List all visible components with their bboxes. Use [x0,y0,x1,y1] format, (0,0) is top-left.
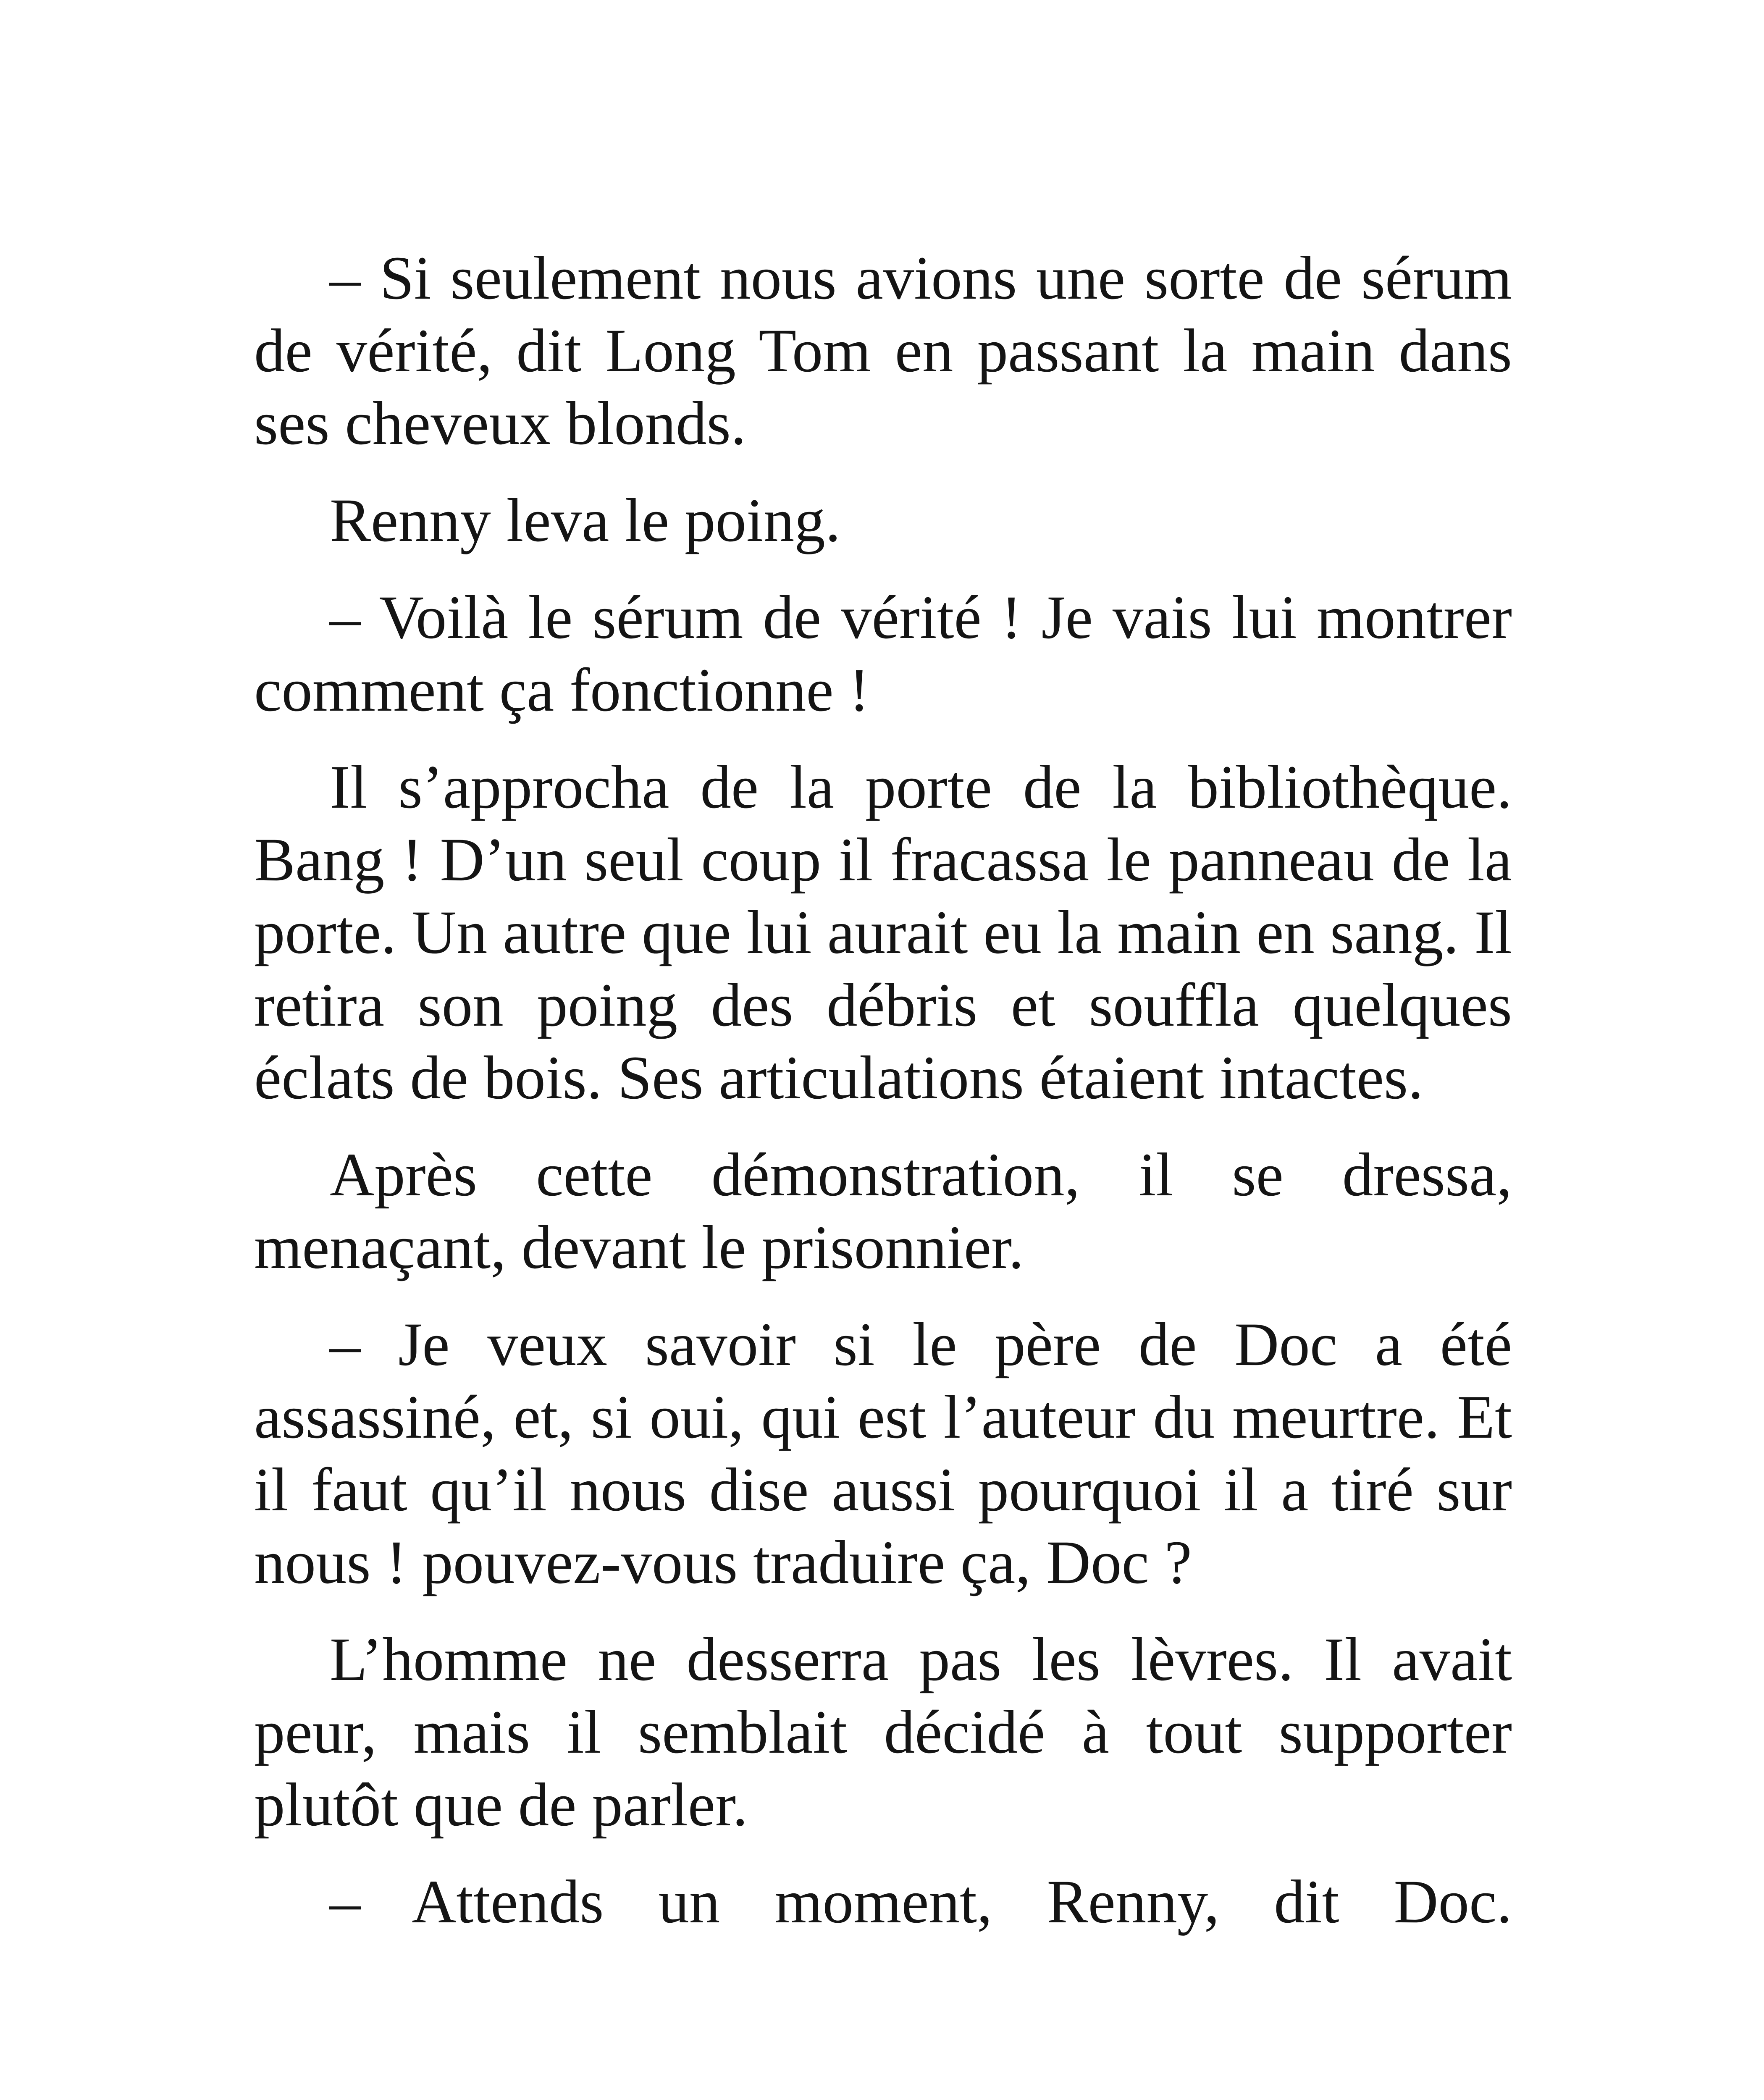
paragraph: – Voilà le sérum de vérité ! Je vais lui montrer comment ça fonctionne ! [254,583,1512,724]
paragraph: – Attends un moment, Renny, dit Doc. [330,1867,1512,1936]
paragraph: L’homme ne desserra pas les lèvres. Il avait peur, mais il semblait décidé à tout supporter plutôt que de parler. [254,1625,1512,1839]
paragraph: – Je veux savoir si le père de Doc a été assassiné, et, si oui, qui est l’auteur du meurtre. Et il faut qu’il nous dise aussi pourquoi il a tiré sur nous ! pouvez-vous traduire ça, Doc ? [254,1310,1512,1596]
paragraph: – Si seulement nous avions une sorte de sérum de vérité, dit Long Tom en passant la main dans ses cheveux blonds. [254,244,1512,457]
paragraph: Après cette démonstration, il se dressa, menaçant, devant le prisonnier. [254,1140,1512,1281]
paragraph: Il s’approcha de la porte de la bibliothèque. Bang ! D’un seul coup il fracassa le panneau de la porte. Un autre que lui aurait eu la main en sang. Il retira son poing des débris et souffla quelques éclats de bois. Ses articulations étaient intactes. [254,753,1512,1112]
body-text [254,242,1512,1962]
paragraph: Renny leva le poing. [330,486,841,554]
